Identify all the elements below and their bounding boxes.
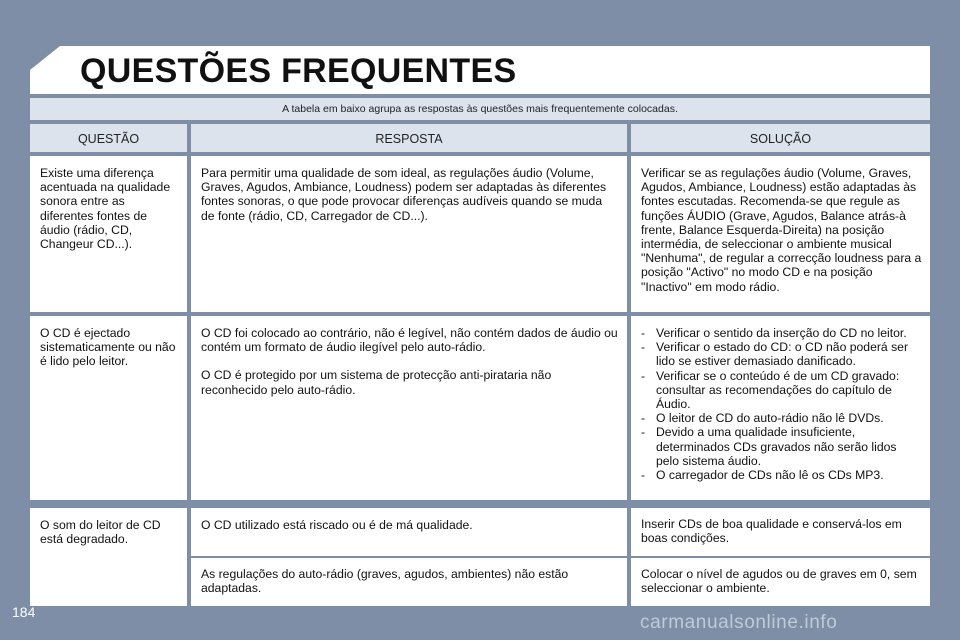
bullet-dash: -: [641, 425, 646, 440]
bullet-dash: -: [641, 411, 646, 426]
row3-solution-a: Inserir CDs de boa qualidade e conservá-los em boas condições.: [631, 508, 930, 556]
header-question: QUESTÃO: [30, 124, 187, 152]
list-item: [641, 468, 922, 482]
list-item: [641, 340, 922, 368]
row1-answer: Para permitir uma qualidade de som ideal, as regulações áudio (Volume, Graves, Agudos, Ambiance, Loudness) podem ser adaptadas às diferentes fontes sonoras, o que pode provocar diferenças audíveis quando se muda de fonte (rádio, CD, Carregador de CD...).: [191, 156, 627, 312]
row2-answer-paragraph-2: O CD é protegido por um sistema de protecção anti-pirataria não reconhecido pelo auto-rádio.: [201, 368, 552, 397]
list-item-text: O leitor de CD do auto-rádio não lê DVDs.: [656, 411, 884, 426]
row3-answer-b: As regulações do auto-rádio (graves, agudos, ambientes) não estão adaptadas.: [191, 558, 627, 606]
list-item: [641, 326, 922, 340]
list-item-text: O carregador de CDs não lê os CDs MP3.: [656, 468, 884, 483]
row2-solution-list: [641, 326, 922, 482]
bullet-dash: -: [641, 340, 646, 355]
list-item: [641, 425, 922, 468]
list-item-text: Verificar o sentido da inserção do CD no leitor.: [656, 326, 907, 340]
list-item: [641, 411, 922, 425]
page-title: QUESTÕES FREQUENTES: [80, 52, 517, 90]
row3-answer-a: O CD utilizado está riscado ou é de má qualidade.: [191, 508, 627, 556]
list-item-text: Devido a uma qualidade insuficiente, determinados CDs gravados não serão lidos pelo sistema áudio.: [656, 425, 897, 468]
page-number: 184: [12, 604, 36, 620]
row2-answer-paragraph-1: O CD foi colocado ao contrário, não é legível, não contém dados de áudio ou contém um formato de áudio ilegível pelo auto-rádio.: [201, 326, 618, 355]
header-solution: SOLUÇÃO: [631, 124, 930, 152]
header-answer: RESPOSTA: [191, 124, 627, 152]
row2-answer: [191, 316, 627, 500]
row1-solution: Verificar se as regulações áudio (Volume, Graves, Agudos, Ambiance, Loudness) estão adaptadas às fontes escutadas. Recomenda-se que regule as funções ÁUDIO (Grave, Agudos, Balance atrás-à frente, Balance Esquerda-Direita) na posição intermédia, de seleccionar o ambiente musical "Nenhuma", de regular a correcção loudness para a posição "Activo" no modo CD e na posição "Inactivo" em modo rádio.: [631, 156, 930, 312]
row2-question: O CD é ejectado sistematicamente ou não é lido pelo leitor.: [30, 316, 187, 500]
row2-solution: [631, 316, 930, 500]
list-item-text: Verificar se o conteúdo é de um CD gravado: consultar as recomendações do capítulo de Áudio.: [656, 368, 900, 412]
intro-text: A tabela em baixo agrupa as respostas às questões mais frequentemente colocadas.: [30, 98, 930, 120]
bullet-dash: -: [641, 368, 646, 383]
title-notch: [30, 46, 60, 70]
bullet-dash: -: [641, 468, 646, 483]
row3-question: O som do leitor de CD está degradado.: [30, 508, 187, 606]
watermark: carmanualsonline.info: [640, 612, 838, 633]
bullet-dash: -: [641, 326, 646, 340]
row3-solution-b: Colocar o nível de agudos ou de graves em 0, sem seleccionar o ambiente.: [631, 558, 930, 606]
row1-question: Existe uma diferença acentuada na qualidade sonora entre as diferentes fontes de áudio (rádio, CD, Changeur CD...).: [30, 156, 187, 312]
list-item-text: Verificar o estado do CD: o CD não poderá ser lido se estiver demasiado danificado.: [656, 340, 909, 369]
list-item: [641, 369, 922, 412]
